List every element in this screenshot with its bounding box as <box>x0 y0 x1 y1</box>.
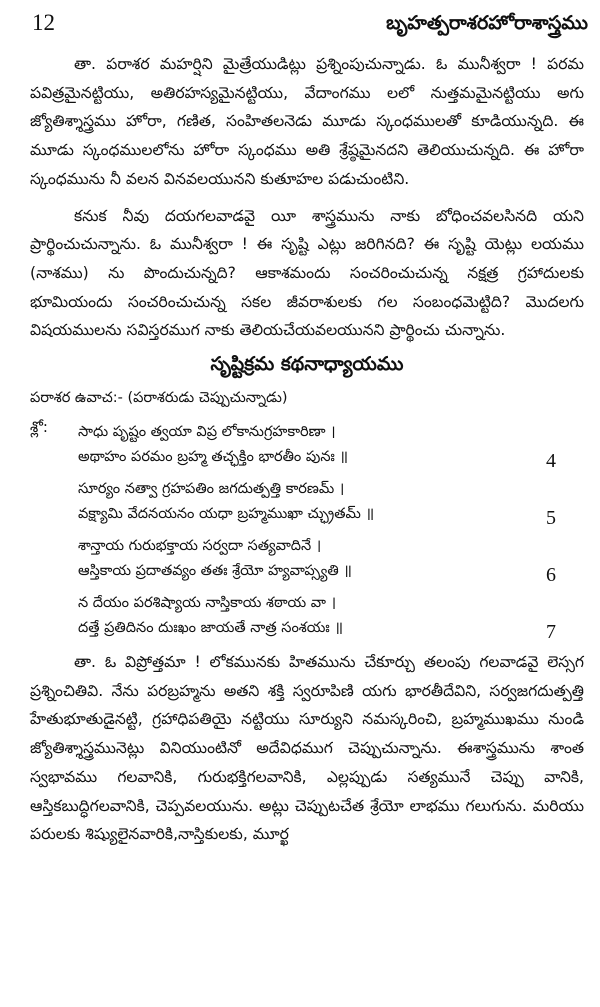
speaker-line: పరాశర ఉవాచ:- (పరాశరుడు చెప్పుచున్నాడు) <box>30 390 288 407</box>
verse-line: దత్తే ప్రతిదినం దుఃఖం జాయతే నాత్ర సంశయః ॥ <box>78 620 344 637</box>
verse-line: వక్ష్యామి వేదనయనం యధా బ్రహ్మముఖా చ్ఛ్రుతమ్ ॥ <box>78 506 375 523</box>
intro-paragraph-1: తా. పరాశర మహర్షిని మైత్రేయుడిట్లు ప్రశ్నింపుచున్నాడు. ఓ మునీశ్వరా ! పరమ పవిత్రమైనట్టియు, అతిరహస్యమైనట్టియు, వేదాంగము లలో నుత్తమమైనట్టియు అగు జ్యోతిశ్శాస్త్రము హోరా, గణిత, సంహితలనెడు మూడు స్కంధములతో కూడియున్నది. ఈ మూడు స్కంధములలోను హోరా స్కంధము అతి శ్రేష్ఠమైనదని తెలియుచున్నది. ఈ హోరా స్కంధమును నీ వలన వినవలయునని కుతూహల పడుచుంటిని. <box>30 55 584 188</box>
verse-number: 5 <box>546 507 556 530</box>
verse-7 <box>78 591 584 644</box>
verse-line: శాన్తాయ గురుభక్తాయ సర్వదా సత్యవాదినే । <box>78 538 322 555</box>
intro-paragraph-2: కనుక నీవు దయగలవాడవై యీ శాస్త్రమును నాకు బోధించవలసినది యని ప్రార్థించుచున్నాను. ఓ మునీశ్వరా ! ఈ సృష్టి ఎట్లు జరిగినది? ఈ సృష్టి యెట్లు లయము (నాశము) ను పొందుచున్నది? ఆకాశమందు సంచరించుచున్న నక్షత్ర గ్రహాదులకు భూమియందు సంచరించుచున్న సకల జీవరాశులకు గల సంబంధమెట్టిది? మొదలగు విషయములను సవిస్తరముగ నాకు తెలియచేయవలయునని ప్రార్థించు చున్నాను. <box>30 206 584 340</box>
sloka-label: శ్లో: <box>30 418 48 437</box>
verse-number: 6 <box>546 564 556 587</box>
running-title: బృహత్పరాశరహోరాశాస్త్రము <box>386 12 588 34</box>
verse-line: అథాహం పరమం బ్రహ్మ తచ్ఛక్తిం భారతీం పునః ॥ <box>78 449 349 466</box>
verse-6 <box>78 534 584 587</box>
verse-5 <box>78 477 584 530</box>
verse-line: సాధు పృష్టం త్వయా విప్ర లోకానుగ్రహకారిణా । <box>78 424 336 441</box>
page-body <box>30 50 584 857</box>
verse-number: 7 <box>546 621 556 644</box>
sloka-block <box>30 418 584 644</box>
verse-line: సూర్యం నత్వా గ్రహపతిం జగదుత్పత్తి కారణమ్ । <box>78 481 345 498</box>
page-number: 12 <box>32 10 55 35</box>
chapter-title: సృష్టిక్రమ కథనాధ్యాయము <box>210 353 404 376</box>
verse-line: న దేయం పరశిష్యాయ నాస్తికాయ శఠాయ వా । <box>78 595 337 612</box>
verse-4 <box>78 420 584 473</box>
verse-line: ఆస్తికాయ ప్రదాతవ్యం తతః శ్రేయో హ్యవాప్స్యతి ॥ <box>78 563 352 580</box>
page-header <box>14 8 588 40</box>
verse-number: 4 <box>546 450 556 473</box>
commentary-paragraph: తా. ఓ విప్రోత్తమా ! లోకమునకు హితమును చేకూర్చు తలంపు గలవాడవై లెస్సగ ప్రశ్నించితివి. నేను పరబ్రహ్మను అతని శక్తి స్వరూపిణి యగు భారతీదేవిని, సర్వజగదుత్పత్తి హేతుభూతుడైనట్టి, గ్రహాధిపతియై నట్టియు సూర్యుని నమస్కరించి, బ్రహ్మముఖము నుండి జ్యోతిశ్శాస్త్రమునెట్లు వినియుంటినో అదేవిధముగ చెప్పుచున్నాను. ఈశాస్త్రమును శాంత స్వభావము గలవానికి, గురుభక్తిగలవానికి, ఎల్లప్పుడు సత్యమునే చెప్పు వానికి, ఆస్తికబుద్ధిగలవానికి, చెప్పవలయును. అట్లు చెప్పుటచేత శ్రేయో లాభము గలుగును. మరియు పరులకు శిష్యులైనవారికి,నాస్తికులకు, మూర్ఖ <box>30 653 584 844</box>
